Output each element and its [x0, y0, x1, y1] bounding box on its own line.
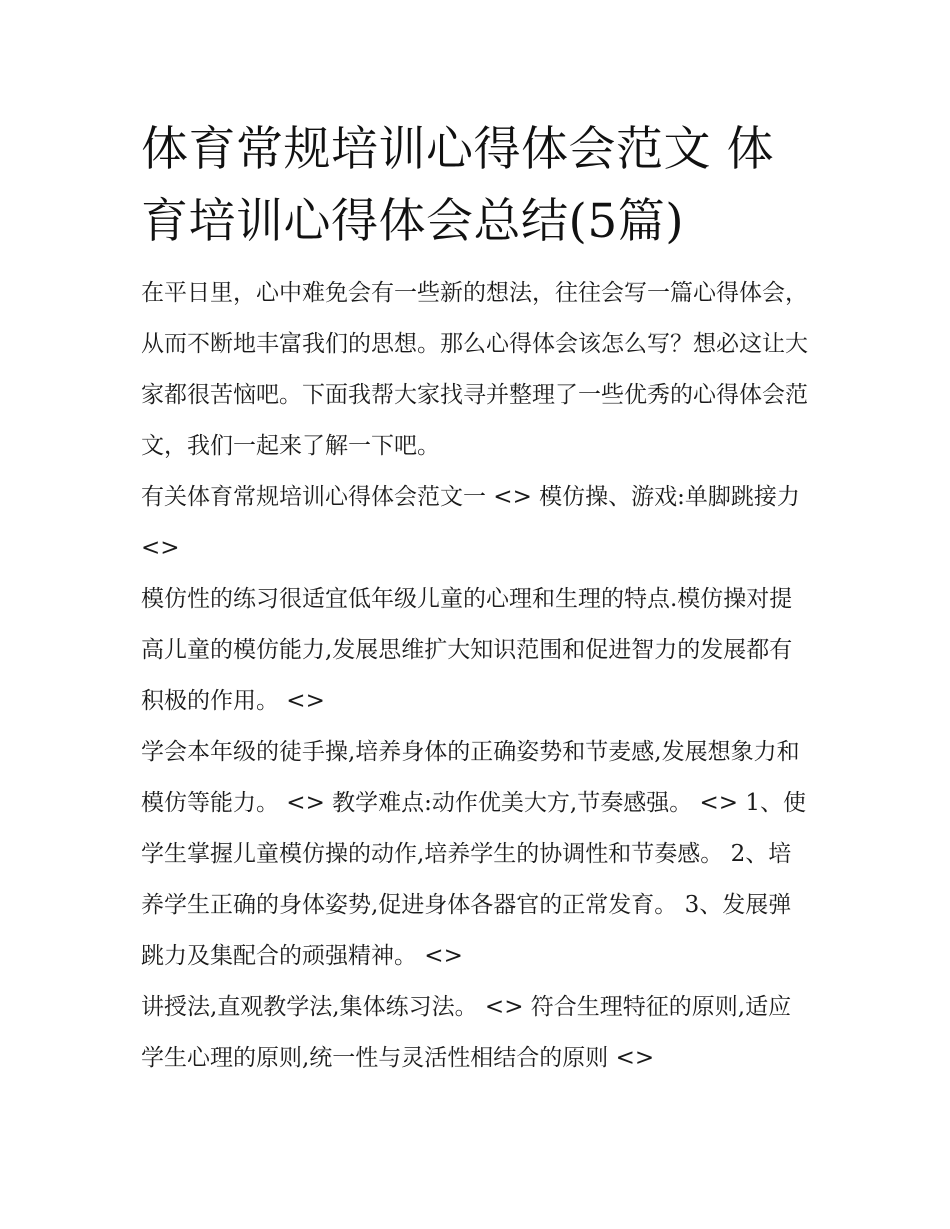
paragraph-teaching-methods: 讲授法,直观教学法,集体练习法。 <> 符合生理特征的原则,适应学生心理的原则,统一性与灵活性相结合的原则 <>	[141, 994, 792, 1071]
paragraph-imitation-exercise: 模仿性的练习很适宜低年级儿童的心理和生理的特点.模仿操对提高儿童的模仿能力,发展思维扩大知识范围和促进智力的发展都有积极的作用。 <>	[141, 586, 793, 714]
paragraph-intro: 在平日里，心中难免会有一些新的想法，往往会写一篇心得体会，从而不断地丰富我们的思想。那么心得体会该怎么写？想必这让大家都很苦恼吧。下面我帮大家找寻并整理了一些优秀的心得体会范文，我们一起来了解一下吧。	[141, 280, 808, 459]
paragraph-section-heading: 有关体育常规培训心得体会范文一 <> 模仿操、游戏:单脚跳接力 <>	[141, 484, 800, 561]
document-content	[141, 114, 813, 1084]
paragraph-teaching-goals: 学会本年级的徒手操,培养身体的正确姿势和节麦感,发展想象力和模仿等能力。 <> 教学难点:动作优美大方,节奏感强。 <> 1、使学生掌握儿童模仿操的动作,培养学生的协调性和节奏感。 2、培养学生正确的身体姿势,促进身体各器官的正常发育。 3、发展弹跳力及集配合的顽强精神。 <>	[141, 739, 807, 969]
document-title: 体育常规培训心得体会范文 体育培训心得体会总结(5篇)	[141, 122, 774, 249]
